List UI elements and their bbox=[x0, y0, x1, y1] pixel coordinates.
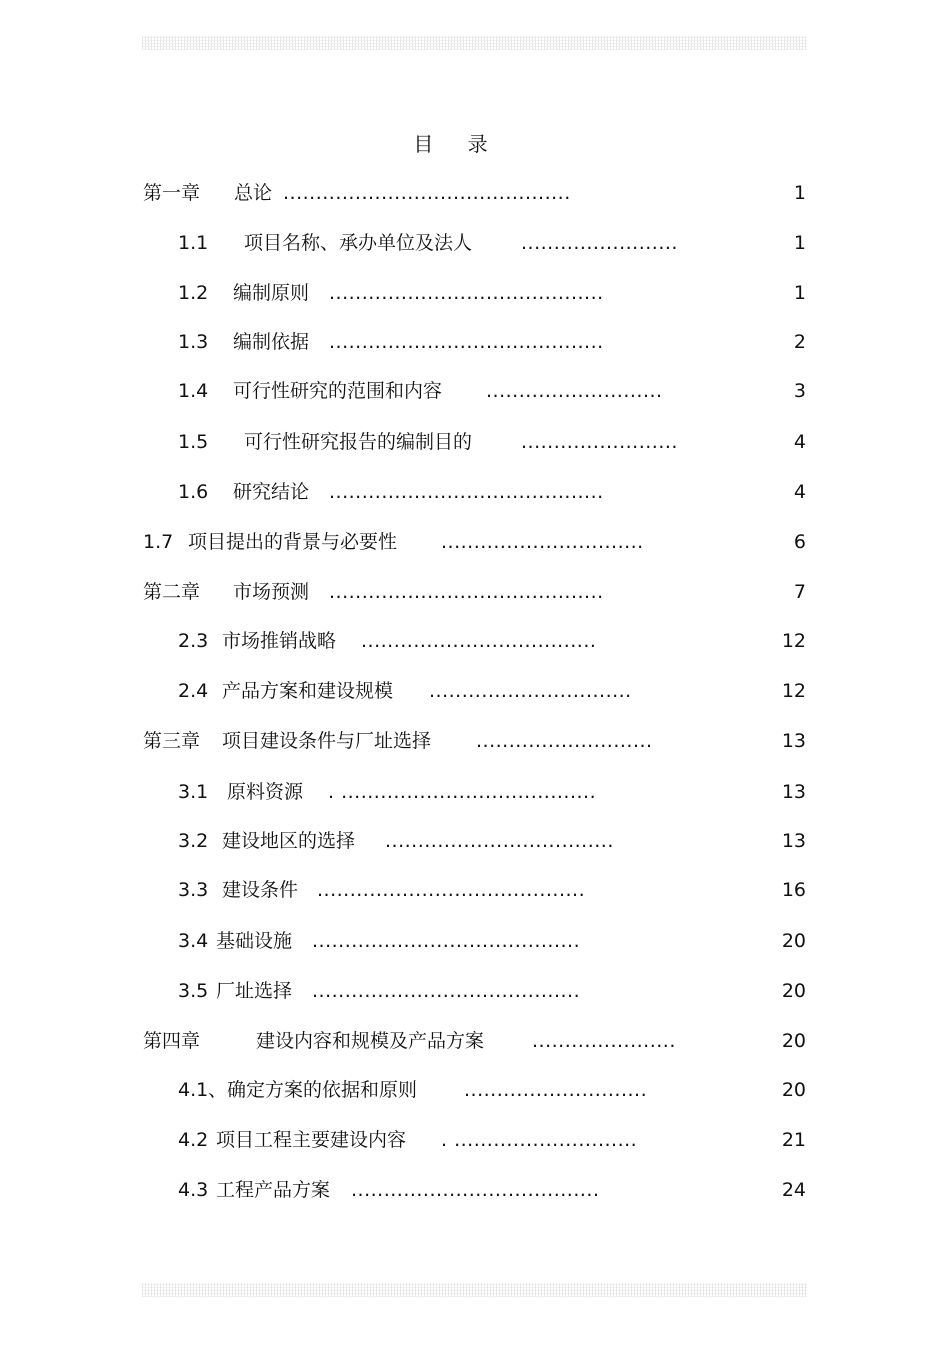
toc-entry-number: 1.7 bbox=[143, 531, 174, 553]
toc-entry-text: 项目提出的背景与必要性 bbox=[188, 531, 398, 553]
toc-entry-text: 工程产品方案 bbox=[216, 1179, 331, 1201]
toc-entry-number: 2.4 bbox=[178, 680, 209, 702]
toc-entry-text: 产品方案和建设规模 bbox=[222, 680, 394, 702]
toc-entry-number: 3.1 bbox=[178, 781, 209, 803]
toc-entry-leader: ............................... bbox=[441, 531, 644, 553]
toc-entry-leader: ............................................ bbox=[283, 182, 571, 204]
toc-entry-leader: .......................................... bbox=[329, 581, 604, 603]
toc-entry-number: 4.2 bbox=[178, 1129, 209, 1151]
toc-entry-number: 4.1 bbox=[178, 1079, 209, 1101]
toc-entry[interactable] bbox=[178, 678, 632, 704]
toc-entry-text: 建设条件 bbox=[222, 879, 299, 901]
toc-entry-page: 3 bbox=[793, 380, 806, 402]
toc-entry-text: 基础设施 bbox=[216, 930, 293, 952]
toc-entry[interactable] bbox=[143, 579, 604, 605]
toc-entry-leader: .......................................... bbox=[329, 331, 604, 353]
toc-entry[interactable] bbox=[178, 429, 678, 455]
toc-entry-leader: ................................... bbox=[385, 830, 614, 852]
toc-entry[interactable] bbox=[178, 479, 604, 505]
toc-entry-leader: ............................... bbox=[429, 680, 632, 702]
toc-entry-text: 编制原则 bbox=[233, 282, 310, 304]
toc-entry-text: 项目名称、承办单位及法人 bbox=[244, 232, 473, 254]
toc-entry[interactable] bbox=[178, 230, 678, 256]
toc-entry-page: 20 bbox=[781, 1079, 806, 1101]
toc-entry[interactable] bbox=[143, 728, 653, 754]
toc-entry-text: 可行性研究的范围和内容 bbox=[233, 380, 443, 402]
toc-entry-text: 建设内容和规模及产品方案 bbox=[256, 1030, 485, 1052]
toc-entry-leader: ......................................... bbox=[312, 980, 581, 1002]
toc-entry-page: 1 bbox=[793, 232, 806, 254]
toc-entry-number: 4.3 bbox=[178, 1179, 209, 1201]
toc-entry-page: 13 bbox=[781, 730, 806, 752]
toc-entry-leader: ......................................... bbox=[317, 879, 586, 901]
toc-entry-text: 研究结论 bbox=[233, 481, 310, 503]
toc-entry-page: 4 bbox=[793, 481, 806, 503]
toc-entry-leader: . ............................ bbox=[441, 1129, 638, 1151]
toc-entry[interactable] bbox=[178, 628, 598, 654]
toc-entry-leader: ...................................... bbox=[351, 1179, 600, 1201]
toc-entry-number: 第二章 bbox=[143, 581, 201, 603]
toc-entry-page: 7 bbox=[793, 581, 806, 603]
toc-entry-text: 市场推销战略 bbox=[222, 630, 337, 652]
toc-entry-page: 2 bbox=[793, 331, 806, 353]
toc-entry-text: 可行性研究报告的编制目的 bbox=[244, 431, 473, 453]
toc-entry[interactable] bbox=[178, 378, 663, 404]
toc-entry-leader: ........................ bbox=[521, 232, 678, 254]
toc-entry-number: 3.5 bbox=[178, 980, 209, 1002]
toc-entry[interactable] bbox=[178, 928, 598, 954]
toc-entry-leader: ........................... bbox=[476, 730, 653, 752]
toc-entry-number: 1.2 bbox=[178, 282, 209, 304]
toc-entry[interactable] bbox=[178, 779, 598, 805]
toc-entry-leader: ...................... bbox=[532, 1030, 676, 1052]
toc-entry-number: 3.4 bbox=[178, 930, 209, 952]
toc-entry-page: 13 bbox=[781, 781, 806, 803]
toc-entry-page: 12 bbox=[781, 630, 806, 652]
toc-entry[interactable] bbox=[143, 180, 571, 206]
toc-entry-page: 1 bbox=[793, 182, 806, 204]
toc-entry[interactable] bbox=[143, 529, 643, 555]
toc-entry-page: 20 bbox=[781, 930, 806, 952]
toc-entry[interactable] bbox=[178, 1127, 638, 1153]
toc-entry-leader: ........................... bbox=[486, 380, 663, 402]
toc-entry-number: 1.6 bbox=[178, 481, 209, 503]
toc-entry-page: 13 bbox=[781, 830, 806, 852]
toc-entry-number: 1.4 bbox=[178, 380, 209, 402]
toc-entry[interactable] bbox=[178, 329, 604, 355]
toc-entry-leader: .......................................... bbox=[329, 481, 604, 503]
toc-entry-leader: . ....................................... bbox=[328, 781, 597, 803]
toc-entry[interactable] bbox=[178, 828, 614, 854]
toc-entry-number: 第三章 bbox=[143, 730, 201, 752]
toc-title: 目 录 bbox=[413, 132, 502, 156]
toc-entry[interactable] bbox=[178, 1177, 598, 1203]
scan-noise-bottom bbox=[142, 1283, 807, 1297]
toc-entry-text: 项目工程主要建设内容 bbox=[216, 1129, 407, 1151]
toc-entry-page: 12 bbox=[781, 680, 806, 702]
toc-entry-page: 20 bbox=[781, 1030, 806, 1052]
toc-entry-text: 厂址选择 bbox=[216, 980, 293, 1002]
toc-entry-text: 编制依据 bbox=[233, 331, 310, 353]
toc-entry-page: 4 bbox=[793, 431, 806, 453]
toc-entry-number: 3.3 bbox=[178, 879, 209, 901]
toc-entry-text: 市场预测 bbox=[233, 581, 310, 603]
toc-entry-number: 1.3 bbox=[178, 331, 209, 353]
toc-entry-number: 第四章 bbox=[143, 1030, 201, 1052]
toc-entry-page: 24 bbox=[781, 1179, 806, 1201]
toc-entry-leader: .......................................... bbox=[329, 282, 604, 304]
scan-noise-top bbox=[142, 36, 807, 50]
toc-entry[interactable] bbox=[178, 1077, 648, 1103]
toc-entry-page: 20 bbox=[781, 980, 806, 1002]
toc-entry-text: 原料资源 bbox=[227, 781, 304, 803]
toc-entry-page: 1 bbox=[793, 282, 806, 304]
toc-entry[interactable] bbox=[178, 877, 598, 903]
toc-entry-leader: ........................ bbox=[521, 431, 678, 453]
toc-entry-leader: ............................ bbox=[464, 1079, 648, 1101]
toc-entry-number: 3.2 bbox=[178, 830, 209, 852]
toc-entry-text: 项目建设条件与厂址选择 bbox=[222, 730, 432, 752]
toc-entry-text: 、确定方案的依据和原则 bbox=[208, 1079, 418, 1101]
toc-entry-leader: ......................................... bbox=[312, 930, 581, 952]
toc-entry[interactable] bbox=[143, 1028, 683, 1054]
toc-entry-text: 总论 bbox=[234, 182, 273, 204]
toc-entry-page: 16 bbox=[781, 879, 806, 901]
toc-entry-text: 建设地区的选择 bbox=[222, 830, 356, 852]
toc-entry-page: 21 bbox=[781, 1129, 806, 1151]
toc-entry-page: 6 bbox=[793, 531, 806, 553]
toc-entry-leader: .................................... bbox=[361, 630, 597, 652]
toc-entry[interactable] bbox=[178, 978, 598, 1004]
toc-entry-number: 1.5 bbox=[178, 431, 209, 453]
toc-entry-number: 1.1 bbox=[178, 232, 209, 254]
toc-entry[interactable] bbox=[178, 280, 604, 306]
toc-entry-number: 2.3 bbox=[178, 630, 209, 652]
toc-entry-number: 第一章 bbox=[143, 182, 201, 204]
